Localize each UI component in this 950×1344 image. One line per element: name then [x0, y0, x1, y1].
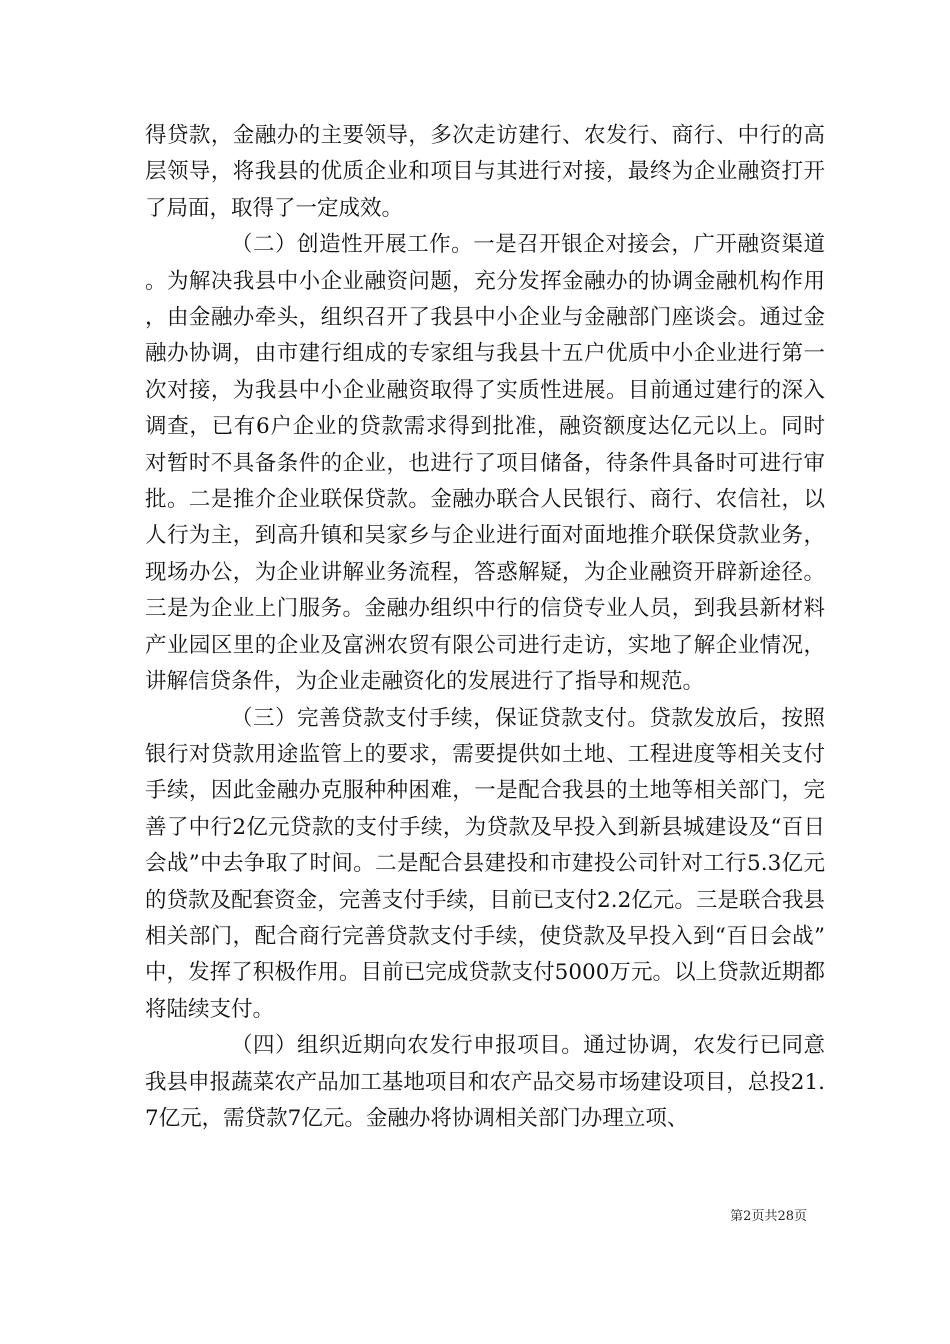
- page-number: 第2页共28页: [730, 1209, 807, 1224]
- paragraph-continuation: 得贷款，金融办的主要领导，多次走访建行、农发行、商行、中行的高层领导，将我县的优质企业和项目与其进行对接，最终为企业融资打开了局面，取得了一定成效。: [145, 123, 825, 221]
- document-body: [145, 118, 825, 1137]
- paragraph-section-2: （二）创造性开展工作。一是召开银企对接会，广开融资渠道。为解决我县中小企业融资问题，充分发挥金融办的协调金融机构作用，由金融办牵头，组织召开了我县中小企业与金融部门座谈会。通过金融办协调，由市建行组成的专家组与我县十五户优质中小企业进行第一次对接，为我县中小企业融资取得了实质性进展。目前通过建行的深入调查，已有6户企业的贷款需求得到批准，融资额度达亿元以上。同时对暂时不具备条件的企业，也进行了项目储备，待条件具备时可进行审批。二是推介企业联保贷款。金融办联合人民银行、商行、农信社，以人行为主，到高升镇和吴家乡与企业进行面对面地推介联保贷款业务，现场办公，为企业讲解业务流程，答惑解疑，为企业融资开辟新途径。三是为企业上门服务。金融办组织中行的信贷专业人员，到我县新材料产业园区里的企业及富洲农贸有限公司进行走访，实地了解企业情况，讲解信贷条件，为企业走融资化的发展进行了指导和规范。: [145, 232, 825, 695]
- paragraph-section-3: （三）完善贷款支付手续，保证贷款支付。贷款发放后，按照银行对贷款用途监管上的要求，需要提供如土地、工程进度等相关支付手续，因此金融办克服种种困难，一是配合我县的土地等相关部门，完善了中行2亿元贷款的支付手续，为贷款及早投入到新县城建设及“百日会战”中去争取了时间。二是配合县建投和市建投公司针对工行5.3亿元的贷款及配套资金，完善支付手续，目前已支付2.2亿元。三是联合我县相关部门，配合商行完善贷款支付手续，使贷款及早投入到“百日会战”中，发挥了积极作用。目前已完成贷款支付5000万元。以上贷款近期都将陆续支付。: [145, 705, 825, 1022]
- paragraph-section-4: （四）组织近期向农发行申报项目。通过协调，农发行已同意我县申报蔬菜农产品加工基地项目和农产品交易市场建设项目，总投21.7亿元，需贷款7亿元。金融办将协调相关部门办理立项、: [145, 1033, 825, 1131]
